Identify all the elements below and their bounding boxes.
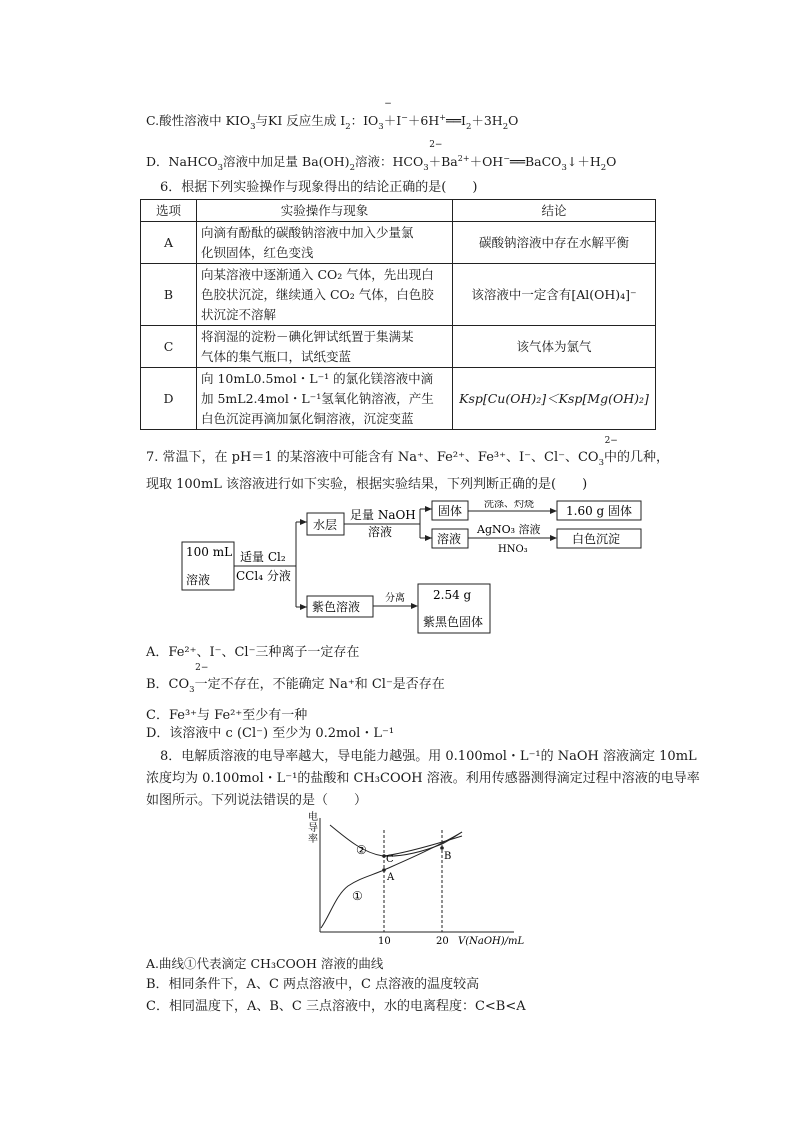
q8-stem-line1: 8．电解质溶液的电导率越大，导电能力越强。用 0.100mol・L⁻¹的 NaOH 溶液滴定 10mL bbox=[160, 749, 697, 764]
q7-option-a: A．Fe²⁺、I⁻、Cl⁻三种离子一定存在 bbox=[146, 645, 360, 660]
q8-option-b: B．相同条件下，A、C 两点溶液中，C 点溶液的温度较高 bbox=[146, 977, 480, 992]
q5-option-d: D．NaHCO$_3$溶液中加足量 $Ba(OH)_2$溶液：HCO 2− $_3+Ba^{2+}+OH^-══BaCO_3↓+H_2O$ bbox=[146, 140, 617, 174]
table-row bbox=[141, 264, 656, 326]
graph-ylabel-1: 电 bbox=[308, 812, 318, 823]
flow-purple-solution: 紫色溶液 bbox=[312, 600, 361, 614]
row-conclusion: Ksp[Cu(OH)₂]＜Ksp[Mg(OH)₂] bbox=[453, 368, 656, 430]
graph-tick-20: 20 bbox=[436, 936, 449, 947]
flow-white-precipitate: 白色沉淀 bbox=[572, 532, 621, 546]
row-conclusion: 该溶液中一定含有[Al(OH)₄]⁻ bbox=[453, 264, 656, 326]
graph-point-a bbox=[382, 868, 386, 872]
q7-flow-diagram bbox=[0, 500, 794, 640]
experiment-table bbox=[140, 199, 656, 430]
q8-stem-line3: 如图所示。下列说法错误的是（ ） bbox=[146, 793, 368, 808]
graph-point-b bbox=[440, 846, 444, 850]
graph-ylabel-2: 导 bbox=[308, 823, 318, 834]
header-operation: 实验操作与现象 bbox=[197, 200, 453, 222]
graph-curve-2-label: ② bbox=[356, 843, 367, 857]
graph-tick-10: 10 bbox=[378, 936, 391, 947]
flow-water-layer: 水层 bbox=[313, 518, 338, 532]
row-conclusion: 碳酸钠溶液中存在水解平衡 bbox=[453, 222, 656, 264]
flow-solid: 固体 bbox=[438, 504, 463, 518]
flow-separate: 分离 bbox=[385, 593, 405, 604]
q5-option-c: C.酸性溶液中 $KIO_3$与KI 反应生成 $I_2$：IO − $_3+I^-+6H^+══I_2+3H_2O$ bbox=[146, 99, 519, 133]
flow-start-solution: 溶液 bbox=[186, 573, 211, 587]
q8-option-c: C．相同温度下，A、B、C 三点溶液中，水的电离程度：C<B<A bbox=[146, 999, 526, 1014]
graph-xlabel: V(NaOH)/mL bbox=[458, 936, 525, 947]
flow-purple-black-solid: 紫黑色固体 bbox=[423, 615, 484, 629]
q6-stem: 6．根据下列实验操作与现象得出的结论正确的是( ) bbox=[160, 180, 478, 195]
q7-stem-line1: 7. 常温下，在 pH＝1 的某溶液中可能含有 Na⁺、Fe²⁺、Fe³⁺、I⁻、Cl⁻、CO 2− $_3$中的几种， bbox=[146, 436, 670, 468]
row-operation: 向某溶液中逐渐通入 CO₂ 气体，先出现白 色胶状沉淀，继续通入 CO₂ 气体，白色胶 状沉淀不溶解 bbox=[197, 264, 453, 326]
flow-reagent-ccl4: CCl₄ 分液 bbox=[236, 569, 291, 583]
q7-option-d: D．该溶液中 c (Cl⁻) 至少为 0.2mol・L⁻¹ bbox=[146, 726, 395, 741]
table-header-row bbox=[141, 200, 656, 222]
row-operation: 将润湿的淀粉－碘化钾试纸置于集满某 气体的集气瓶口，试纸变蓝 bbox=[197, 326, 453, 368]
q7-option-b: B．CO 2− $_3$一定不存在，不能确定 Na⁺和 Cl⁻是否存在 bbox=[146, 663, 445, 695]
flow-naoh: 足量 NaOH bbox=[350, 508, 416, 522]
header-option: 选项 bbox=[141, 200, 197, 222]
q7-option-c: C．Fe³⁺与 Fe²⁺至少有一种 bbox=[146, 708, 308, 723]
row-operation: 向 10mL0.5mol・L⁻¹ 的氯化镁溶液中滴 加 5mL2.4mol・L⁻¹氢氧化钠溶液，产生 白色沉淀再滴加氯化铜溶液，沉淀变蓝 bbox=[197, 368, 453, 430]
graph-label-a: A bbox=[387, 872, 395, 883]
graph-ylabel-3: 率 bbox=[308, 834, 318, 845]
graph-label-c: C bbox=[386, 854, 394, 865]
q8-stem-line2: 浓度均为 0.100mol・L⁻¹的盐酸和 CH₃COOH 溶液。利用传感器测得滴定过程中溶液的电导率 bbox=[146, 771, 700, 786]
row-label: D bbox=[141, 368, 197, 430]
row-label: C bbox=[141, 326, 197, 368]
graph-curve-1-label: ① bbox=[352, 889, 363, 903]
table-row bbox=[141, 222, 656, 264]
flow-hno3: HNO₃ bbox=[498, 544, 528, 555]
q8-option-a: A.曲线①代表滴定 CH₃COOH 溶液的曲线 bbox=[146, 956, 384, 971]
flow-result-solid: 1.60 g 固体 bbox=[566, 504, 633, 518]
flow-agno3: AgNO₃ 溶液 bbox=[477, 523, 541, 536]
flow-naoh-solution: 溶液 bbox=[368, 525, 393, 539]
graph-label-b: B bbox=[444, 851, 452, 862]
row-conclusion: 该气体为氯气 bbox=[453, 326, 656, 368]
conductivity-graph bbox=[0, 810, 794, 950]
row-label: A bbox=[141, 222, 197, 264]
flow-reagent-cl2: 适量 Cl₂ bbox=[240, 550, 286, 564]
header-conclusion: 结论 bbox=[453, 200, 656, 222]
table-row bbox=[141, 326, 656, 368]
q7-stem-line2: 现取 100mL 该溶液进行如下实验，根据实验结果，下列判断正确的是( ) bbox=[146, 477, 588, 492]
flow-start-volume: 100 mL bbox=[186, 545, 233, 559]
flow-wash-burn: 洗涤、灼烧 bbox=[484, 500, 534, 510]
flow-mass: 2.54 g bbox=[433, 588, 472, 602]
flow-solution: 溶液 bbox=[437, 532, 462, 546]
table-row bbox=[141, 368, 656, 430]
row-label: B bbox=[141, 264, 197, 326]
row-operation: 向滴有酚酞的碳酸钠溶液中加入少量氯 化钡固体，红色变浅 bbox=[197, 222, 453, 264]
